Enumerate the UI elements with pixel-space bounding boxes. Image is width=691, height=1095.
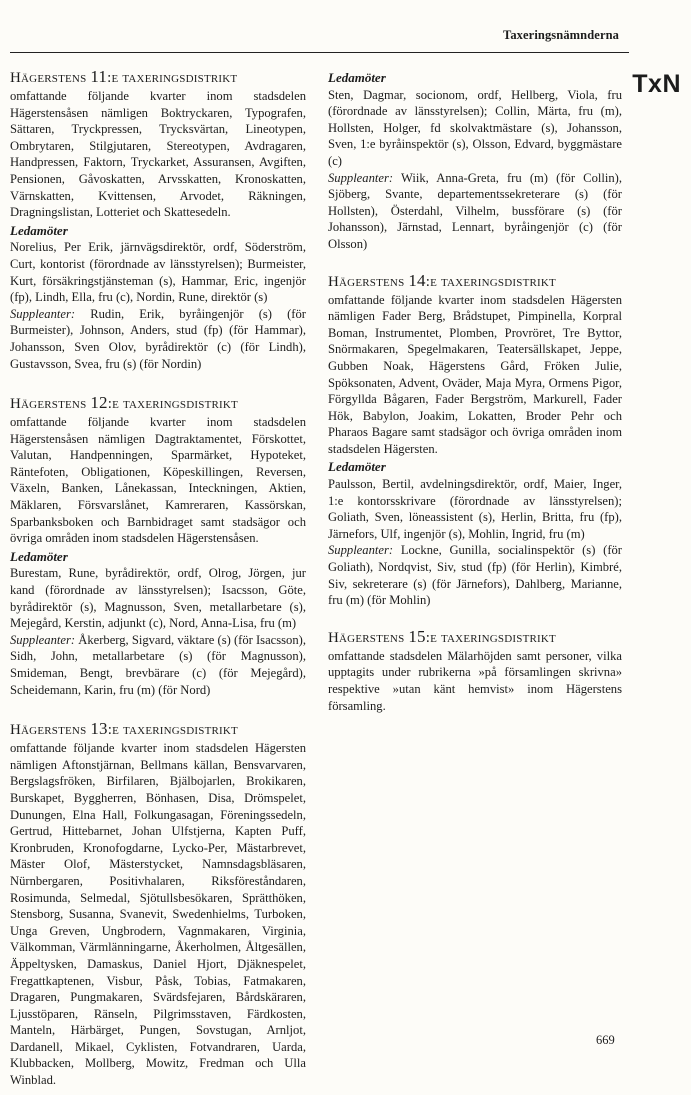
district-12-description: omfattande följande kvarter inom stadsdelen Hägerstensåsen nämligen Dagtraktamentet, Förskottet, Valutan, Handpenningen, Sparmärket, Hypoteket, Räntefoten, Obligationen, Köpeskillingen, Reversen, Växeln, Banken, Lånekassan, Inteckningen, Aktien, Mäklaren, Försvarslånet, Kamreraren, Kassörskan, Sparbanksboken och Barnbidraget samt stadsägor och övriga områden inom stadsdelen Hägerstensåsen. [10,415,306,546]
district-11-members: Norelius, Per Erik, järnvägsdirektör, ordf, Söderström, Curt, kontorist (förordnade av länsstyrelsen); Burmeister, Kurt, försäkringstjänsteman (s), Hammar, Eric, ingenjör (fp), Lindh, Ella, fru (c), Nordin, Rune, direktör (s) Suppleanter: Rudin, Erik, byråingenjör (s) (för Burmeister), Johnson, Anders, stud (fp) (för Hammar), Johansson, Sven Olov, byrådirektör (c) (för Lindh), Gustavsson, Svea, fru (s) (för Nordin) [10,240,306,371]
district-12-title: Hägerstens 12:e taxeringsdistrikt [10,393,238,413]
district-14-section [328,272,622,609]
district-13-description: omfattande följande kvarter inom stadsdelen Hägersten nämligen Aftonstjärnan, Bellmans källan, Bensvarvaren, Bergslagsfröken, Birfilaren, Bjälbojarlen, Brokikaren, Burskapet, Byggherren, Bönhasen, Disa, Drömspelet, Dunungen, Elna Hall, Folkungasagan, Föreningssedeln, Gertrud, Hittebarnet, Johan Ulfstjerna, Kapten Puff, Kronbruden, Kronofogdarne, Lycko-Per, Mästarbrevet, Mäster Olof, Mästerstycket, Namnsdagsbläsaren, Nürnbergaren, Positivhalaren, Riksföreståndaren, Rosimunda, Selmedal, Sjötullsbesökaren, Sprätthöken, Stensborg, Susanna, Svanevit, Swedenhielms, Turboken, Unga Greven, Ungbrodern, Vagnmakaren, Virginia, Välkomman, Värmlänningarne, Åkerholmen, Åltgesällen, Äppeltysken, Damaskus, Daniel Hjort, Djäknespelet, Fregattkaptenen, Visbur, Påsk, Tobias, Fatmakaren, Dragaren, Pungmakaren, Svärdsfejaren, Bårdskäraren, Ljusstöparen, Ränseln, Pilgrimsstaven, Färdkosten, Manteln, Härbärget, Pungen, Sovstugan, Arnljot, Dardanell, Mikael, Cyklisten, Fotvandraren, Uarda, Klubbacken, Mollberg, Mowitz, Fredman och Ulla Winblad. [10,741,306,1088]
district-13-members: Sten, Dagmar, socionom, ordf, Hellberg, Viola, fru (förordnade av länsstyrelsen); Collin, Märta, fru (m), Hollsten, Holger, fd skolvaktmästare (s), Johansson, Sven, 1:e byråinspektör (s), Olsson, Edvard, byggmästare (c) Suppleanter: Wiik, Anna-Greta, fru (m) (för Collin), Sjöberg, Svante, departementssekreterare (s) (för Hollsten), Österdahl, Vilhelm, bussförare (s) (för Johansson), Järnstad, Lennart, byråingenjör (c) (för Olsson) [328,87,622,251]
district-12-members: Burestam, Rune, byrådirektör, ordf, Olrog, Jörgen, jur kand (förordnade av länsstyrelsen); Isacsson, Göte, byrådirektör (s), Magnusson, Sven, metallarbetare (s), Mejegård, Kerstin, adjunkt (c), Nord, Anna-Lisa, fru (m) Suppleanter: Åkerberg, Sigvard, väktare (s) (för Isacsson), Sidh, John, metallarbetare (s) (för Magnusson), Smideman, Bengt, brevbärare (c) (för Mejegård), Scheidemann, Karin, fru (m) (för Nord) [10,566,306,697]
page-number: 669 [596,1033,615,1047]
district-13-section-start [10,720,306,1088]
district-15-description: omfattande stadsdelen Mälarhöjden samt personer, vilka upptagits under rubrikerna »på församlingen skrivna» respektive »utan känt hemvist» inom Hägerstens församling. [328,648,622,713]
district-11-section [10,68,306,372]
district-14-members: Paulsson, Bertil, avdelningsdirektör, ordf, Maier, Inger, 1:e kontorsskrivare (förordnade av länsstyrelsen); Goliath, Sven, löneassistent (s), Herlin, Britta, fru (fp), Järnefors, Ulf, ingenjör (s), Mohlin, Ingrid, fru (m) Suppleanter: Lockne, Gunilla, socialinspektör (s) (för Goliath), Nordqvist, Siv, stud (fp) (för Herlin), Kimbré, Siv, sekreterare (s) (för Järnefors), Dahlberg, Marianne, fru (m) (för Mohlin) [328,477,623,608]
district-11-description: omfattande följande kvarter inom stadsdelen Hägerstensåsen nämligen Boktryckaren, Typografen, Sättaren, Tryckpressen, Trycksvärtan, Lineotypen, Ombrytaren, Stilgjutaren, Stereotypen, Avdragaren, Handpressen, Faktorn, Tryckarket, Assuransen, Avgiften, Pensionen, Gåvoskatten, Arvsskatten, Kronoskatten, Värnskatten, Kvittensen, Arvodet, Räkningen, Dragningslistan, Lotteriet och Skattesedeln. [10,89,306,220]
district-12-members-heading: Ledamöter [10,548,68,564]
district-11-members-heading: Ledamöter [10,222,68,238]
header-rule [10,52,629,53]
district-13-members-heading: Ledamöter [328,70,386,85]
right-column [328,68,622,714]
district-14-members-heading: Ledamöter [328,459,386,475]
running-title: Taxeringsnämnderna [503,28,619,42]
district-15-section [328,628,622,714]
left-column [10,68,306,1089]
district-13-title: Hägerstens 13:e taxeringsdistrikt [10,719,238,739]
district-11-title: Hägerstens 11:e taxeringsdistrikt [10,67,238,86]
thumb-index: TxN [632,70,681,98]
district-15-title: Hägerstens 15:e taxeringsdistrikt [328,626,556,646]
district-13-section-cont [328,70,622,253]
district-12-section [10,394,306,698]
district-14-title: Hägerstens 14:e taxeringsdistrikt [328,270,556,290]
district-14-description: omfattande följande kvarter inom stadsdelen Hägersten nämligen Fader Berg, Brådstupet, Pimpinella, Korpral Boman, Instrumentet, Plomben, Provröret, Tre Byttor, Snörmakaren, Spegelmakaren, Teatersällskapet, Jeppe, Gubben Noak, Hägerstens Gård, Fröken Julie, Spöksonaten, Advent, Oväder, Maja Myra, Ormens Pigor, Förgyllda Bågaren, Fader Bergström, Markurell, Fader Hök, Babylon, Joakim, Lokatten, Broder Pehr och Pharaos Bagare samt stadsägor och övriga områden inom stadsdelen Hägersten. [328,292,622,456]
